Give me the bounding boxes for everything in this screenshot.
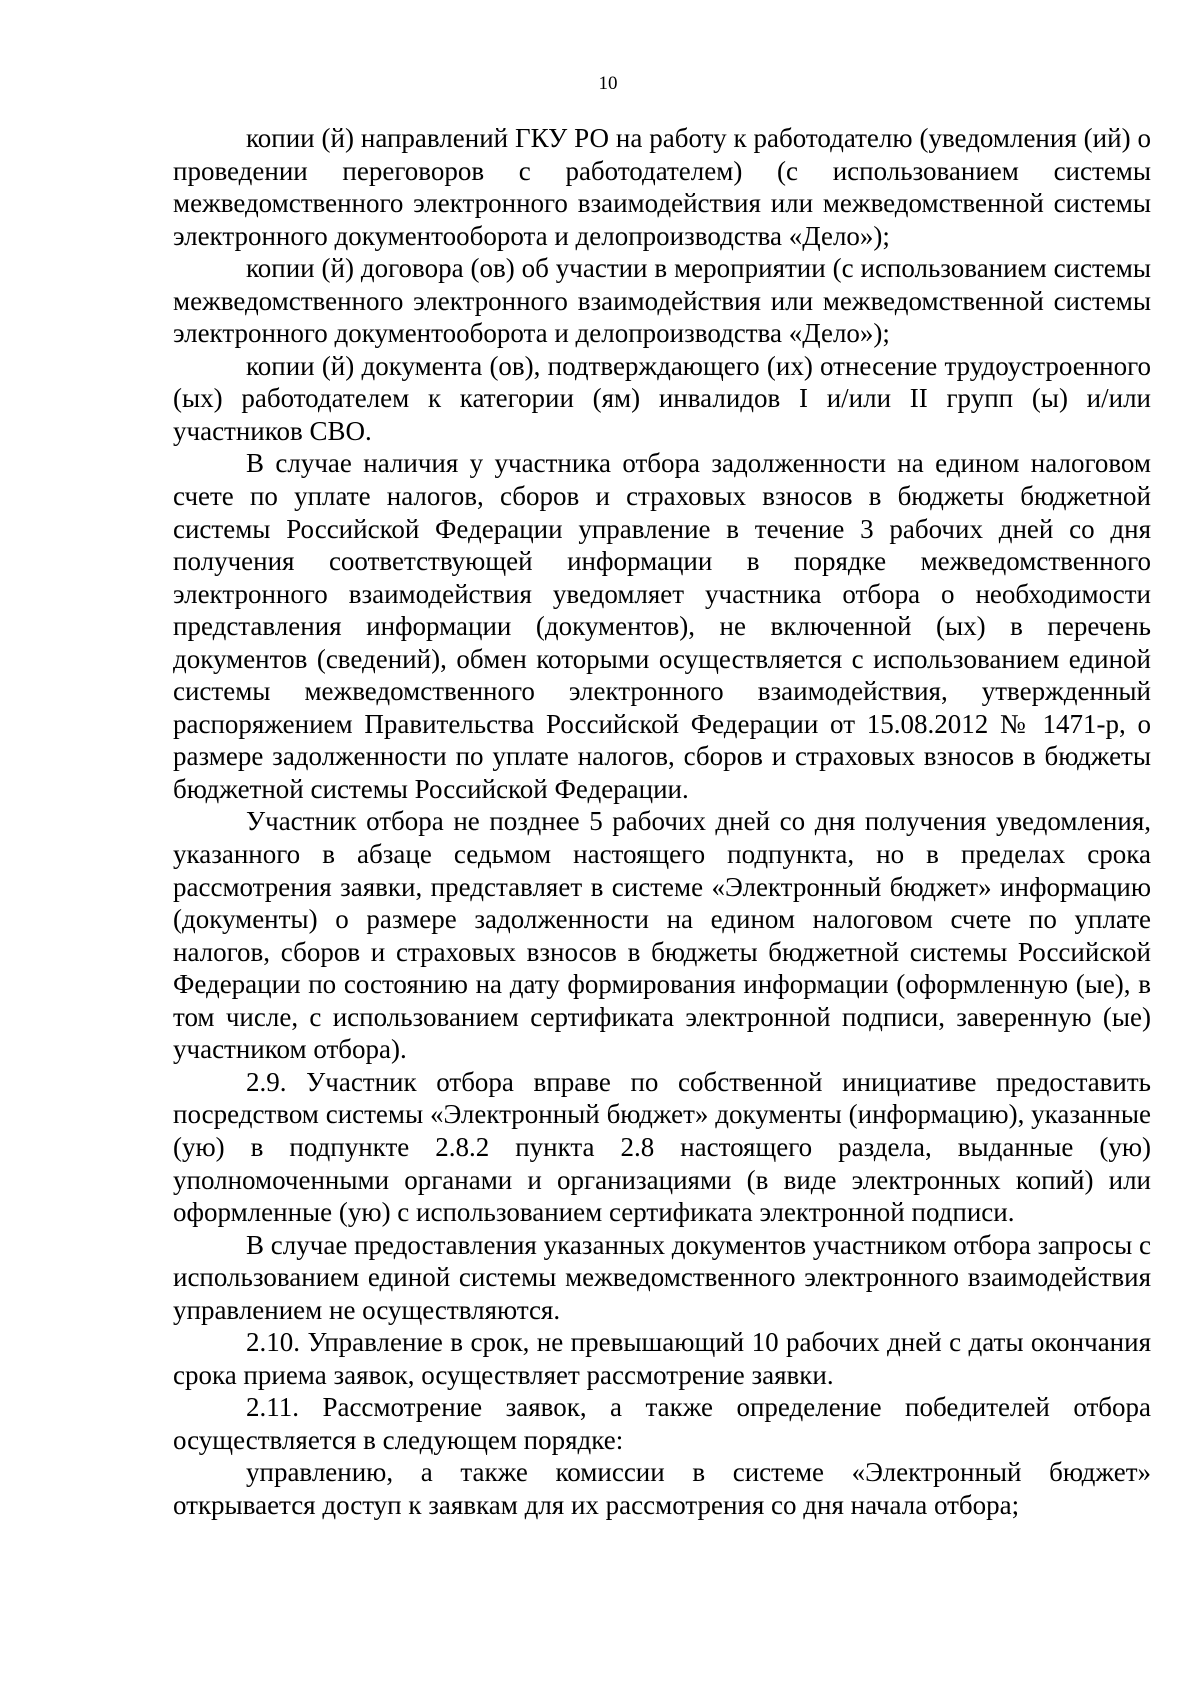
paragraph-copies-contracts: копии (й) договора (ов) об участии в мероприятии (с использованием системы межведомственного электронного взаимодействия или межведомственной системы электронного документооборота и делопроизводства «Дело»); — [173, 253, 1151, 349]
paragraph-tax-debt-notice: В случае наличия у участника отбора задолженности на едином налоговом счете по уплате налогов, сборов и страховых взносов в бюджеты бюджетной системы Российской Федерации управление в течение 3 рабочих дней со дня получения соответствующей информации в порядке межведомственного электронного взаимодействия уведомляет участника отбора о необходимости представления информации (документов), не включенной (ых) в перечень документов (сведений), обмен которыми осуществляется с использованием единой системы межведомственного электронного взаимодействия, утвержденный распоряжением Правительства Российской Федерации от 15.08.2012 № 1471-р, о размере задолженности по уплате налогов, сборов и страховых взносов в бюджеты бюджетной системы Российской Федерации. — [173, 448, 1151, 804]
paragraph-no-interagency-requests: В случае предоставления указанных документов участником отбора запросы с использованием единой системы межведомственного электронного взаимодействия управлением не осуществляются. — [173, 1229, 1151, 1325]
paragraph-copies-referrals: копии (й) направлений ГКУ РО на работу к работодателю (уведомления (ий) о проведении переговоров с работодателем) (с использованием системы межведомственного электронного взаимодействия или межведомственной системы электронного документооборота и делопроизводства «Дело»); — [173, 123, 1151, 251]
paragraph-section-2-10: 2.10. Управление в срок, не превышающий 10 рабочих дней с даты окончания срока приема заявок, осуществляет рассмотрение заявки. — [173, 1327, 1151, 1390]
paragraph-participant-submission: Участник отбора не позднее 5 рабочих дней со дня получения уведомления, указанного в абзаце седьмом настоящего подпункта, но в пределах срока рассмотрения заявки, представляет в системе «Электронный бюджет» информацию (документы) о размере задолженности на едином налоговом счете по уплате налогов, сборов и страховых взносов в бюджеты бюджетной системы Российской Федерации по состоянию на дату формирования информации (оформленную (ые), в том числе, с использованием сертификата электронной подписи, заверенную (ые) участником отбора). — [173, 806, 1151, 1065]
paragraph-copies-category-documents: копии (й) документа (ов), подтверждающего (их) отнесение трудоустроенного (ых) работодателем к категории (ям) инвалидов I и/или II групп (ы) и/или участников СВО. — [173, 350, 1151, 446]
paragraph-section-2-9: 2.9. Участник отбора вправе по собственной инициативе предоставить посредством системы «Электронный бюджет» документы (информацию), указанные (ую) в подпункте 2.8.2 пункта 2.8 настоящего раздела, выданные (ую) уполномоченными органами и организациями (в виде электронных копий) или оформленные (ую) с использованием сертификата электронной подписи. — [173, 1066, 1151, 1228]
paragraph-access-to-applications: управлению, а также комиссии в системе «Электронный бюджет» открывается доступ к заявкам для их рассмотрения со дня начала отбора; — [173, 1457, 1151, 1520]
page-number: 10 — [598, 73, 618, 94]
paragraph-section-2-11: 2.11. Рассмотрение заявок, а также определение победителей отбора осуществляется в следующем порядке: — [173, 1392, 1151, 1455]
document-body — [173, 122, 1151, 1522]
